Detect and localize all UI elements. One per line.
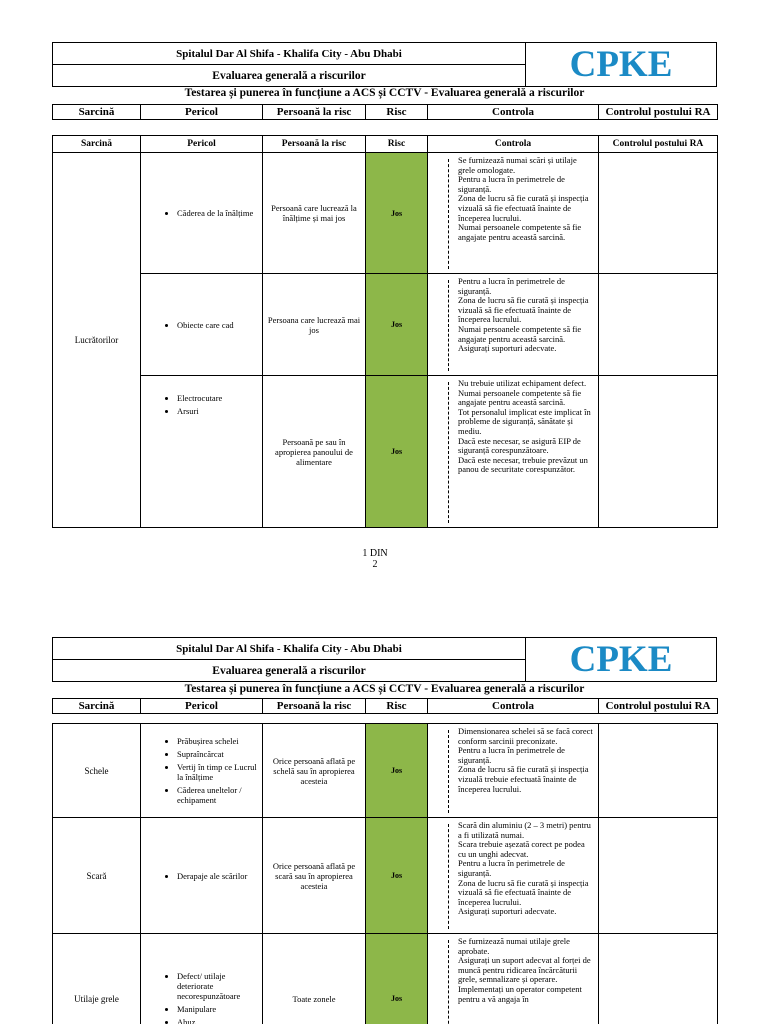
control-item: Zona de lucru să fie curată și inspecția vizuală trebuie efectuată înainte de începerea lucrului. <box>458 764 589 794</box>
control-item: Asigurați suporturi adecvate. <box>458 906 557 917</box>
document-subtitle: Testarea și punerea în funcțiune a ACS și CCTV - Evaluarea generală a riscurilor <box>184 683 585 695</box>
risk-level-cell: Jos <box>366 818 428 934</box>
task-cell: Lucrătorilor <box>53 153 141 528</box>
document-header <box>52 637 717 682</box>
risk-level-cell: Jos <box>366 153 428 274</box>
col-header-task: Sarcină <box>53 699 141 714</box>
hazard-item: • Derapaje ale scărilor <box>177 871 262 881</box>
hazard-item: • Arsuri <box>177 406 262 416</box>
post-ra-cell <box>599 376 718 528</box>
control-item: Numai persoanele competente să fie angajate pentru această sarcină. <box>458 323 582 344</box>
document-title: Evaluarea generală a riscurilor <box>53 65 526 87</box>
col-header-persons: Persoană la risc <box>263 699 366 714</box>
hazard-item: • Defect/ utilaje deteriorate necorespunzătoare <box>177 971 262 1001</box>
hazard-item: • Căderea uneltelor / echipament <box>177 785 262 805</box>
cpke-logo: CPKE <box>526 638 717 682</box>
document-title: Evaluarea generală a riscurilor <box>53 660 526 682</box>
controls-cell <box>428 153 599 274</box>
hazard-item: • Căderea de la înălțime <box>177 208 262 218</box>
col-header-persons: Persoană la risc <box>263 136 366 153</box>
hospital-name: Spitalul Dar Al Shifa - Khalifa City - Abu Dhabi <box>53 43 526 65</box>
hazard-item: • Electrocutare <box>177 393 262 403</box>
control-item: Pentru a lucra în perimetrele de siguranță. <box>458 174 565 194</box>
table-row <box>53 724 718 818</box>
control-item: Implementați un operator competent pentru a vă angaja în <box>458 983 582 1004</box>
hazard-item: • Prăbușirea schelei <box>177 736 262 746</box>
controls-cell <box>428 934 599 1024</box>
cpke-logo: CPKE <box>526 43 717 87</box>
col-header-post-ra: Controlul postului RA <box>599 699 718 714</box>
col-header-hazard: Pericol <box>141 699 263 714</box>
post-ra-cell <box>599 724 718 818</box>
table-row <box>53 818 718 934</box>
control-item: Se furnizează numai scări și utilaje grele omologate. <box>458 155 577 175</box>
column-header-row <box>52 104 718 120</box>
col-header-risk: Risc <box>366 136 428 153</box>
col-header-task: Sarcină <box>53 136 141 153</box>
persons-cell: Persoana care lucrează mai jos <box>263 274 366 376</box>
risk-level-cell: Jos <box>366 274 428 376</box>
control-item: Zona de lucru să fie curată și inspecția vizuală să fie efectuată înainte de începerea lucrului. <box>458 877 589 907</box>
document-header <box>52 42 717 87</box>
controls-cell <box>428 376 599 528</box>
post-ra-cell <box>599 934 718 1024</box>
persons-cell: Orice persoană aflată pe scară sau în apropierea acesteia <box>263 818 366 934</box>
persons-cell: Persoană care lucrează la înălțime și mai jos <box>263 153 366 274</box>
table-row <box>53 934 718 1024</box>
task-cell: Scară <box>53 818 141 934</box>
post-ra-cell <box>599 274 718 376</box>
hazard-item: • Obiecte care cad <box>177 320 262 330</box>
col-header-controls: Controla <box>428 136 599 153</box>
control-item: Numai persoanele competente să fie angajate pentru această sarcină. <box>458 387 582 408</box>
control-item: Asigurați un suport adecvat al forței de muncă pentru ridicarea încărcăturii grele, semnalizare și operare. <box>458 955 591 985</box>
task-cell: Schele <box>53 724 141 818</box>
post-ra-cell <box>599 818 718 934</box>
task-cell: Utilaje grele <box>53 934 141 1024</box>
control-item: Pentru a lucra în perimetrele de siguranță. <box>458 276 565 296</box>
control-item: Pentru a lucra în perimetrele de siguranță. <box>458 858 565 878</box>
hazard-item: • Abuz <box>177 1017 262 1024</box>
controls-cell <box>428 818 599 934</box>
hazard-item: • Manipulare <box>177 1004 262 1014</box>
control-item: Asigurați suporturi adecvate. <box>458 343 557 354</box>
col-header-controls: Controla <box>428 105 599 120</box>
col-header-post-ra: Controlul postului RA <box>599 105 718 120</box>
control-item: Numai persoanele competente să fie angajate pentru această sarcină. <box>458 222 582 242</box>
document-subtitle: Testarea și punerea în funcțiune a ACS și CCTV - Evaluarea generală a riscurilor <box>184 87 585 99</box>
col-header-risk: Risc <box>366 105 428 120</box>
col-header-hazard: Pericol <box>141 136 263 153</box>
control-item: Scară din aluminiu (2 – 3 metri) pentru a fi utilizată numai. <box>458 820 591 840</box>
control-item: Zona de lucru să fie curată și inspecția vizuală să fie efectuată înainte de începerea lucrului. <box>458 295 589 325</box>
col-header-risk: Risc <box>366 699 428 714</box>
control-item: Dimensionarea schelei să se facă corect conform sarcinii preconizate. <box>458 726 593 746</box>
col-header-post-ra: Controlul postului RA <box>599 136 718 153</box>
control-item: Zona de lucru să fie curată și inspecția vizuală să fie efectuată înainte de începerea lucrului. <box>458 193 589 223</box>
table-row <box>53 274 718 376</box>
risk-level-cell: Jos <box>366 376 428 528</box>
col-header-hazard: Pericol <box>141 105 263 120</box>
col-header-task: Sarcină <box>53 105 141 120</box>
hazard-cell <box>141 724 263 818</box>
control-item: Tot personalul implicat este implicat în probleme de siguranță, sănătate și mediu. <box>458 406 591 436</box>
hospital-name: Spitalul Dar Al Shifa - Khalifa City - Abu Dhabi <box>53 638 526 660</box>
risk-table-page-1 <box>52 135 718 528</box>
hazard-cell <box>141 934 263 1024</box>
hazard-cell <box>141 153 263 274</box>
hazard-cell <box>141 818 263 934</box>
table-row <box>53 153 718 274</box>
controls-cell <box>428 274 599 376</box>
col-header-controls: Controla <box>428 699 599 714</box>
hazard-item: • Vertij în timp ce Lucrul la înălțime <box>177 762 262 782</box>
control-item: Dacă este necesar, trebuie prevăzut un panou de securitate corespunzător. <box>458 454 588 475</box>
controls-cell <box>428 724 599 818</box>
control-item: Scara trebuie așezată corect pe podea cu un unghi adecvat. <box>458 839 585 859</box>
table-row <box>53 376 718 528</box>
persons-cell: Persoană pe sau în apropierea panoului de alimentare <box>263 376 366 528</box>
hazard-cell <box>141 376 263 528</box>
hazard-item: • Supraîncărcat <box>177 749 262 759</box>
control-item: Pentru a lucra în perimetrele de siguranță. <box>458 745 565 765</box>
risk-table-page-2 <box>52 698 718 1024</box>
risk-level-cell: Jos <box>366 724 428 818</box>
hazard-cell <box>141 274 263 376</box>
post-ra-cell <box>599 153 718 274</box>
page-2 <box>0 636 768 1024</box>
control-item: Se furnizează numai utilaje grele aprobate. <box>458 936 570 956</box>
control-item: Nu trebuie utilizat echipament defect. <box>458 378 587 388</box>
persons-cell: Orice persoană aflată pe schelă sau în apropierea acesteia <box>263 724 366 818</box>
col-header-persons: Persoană la risc <box>263 105 366 120</box>
persons-cell: Toate zonele <box>263 934 366 1024</box>
control-item: Dacă este necesar, se asigură EIP de siguranță corespunzătoare. <box>458 435 581 456</box>
risk-level-cell: Jos <box>366 934 428 1024</box>
page-number: 1 DIN 2 <box>362 548 388 570</box>
